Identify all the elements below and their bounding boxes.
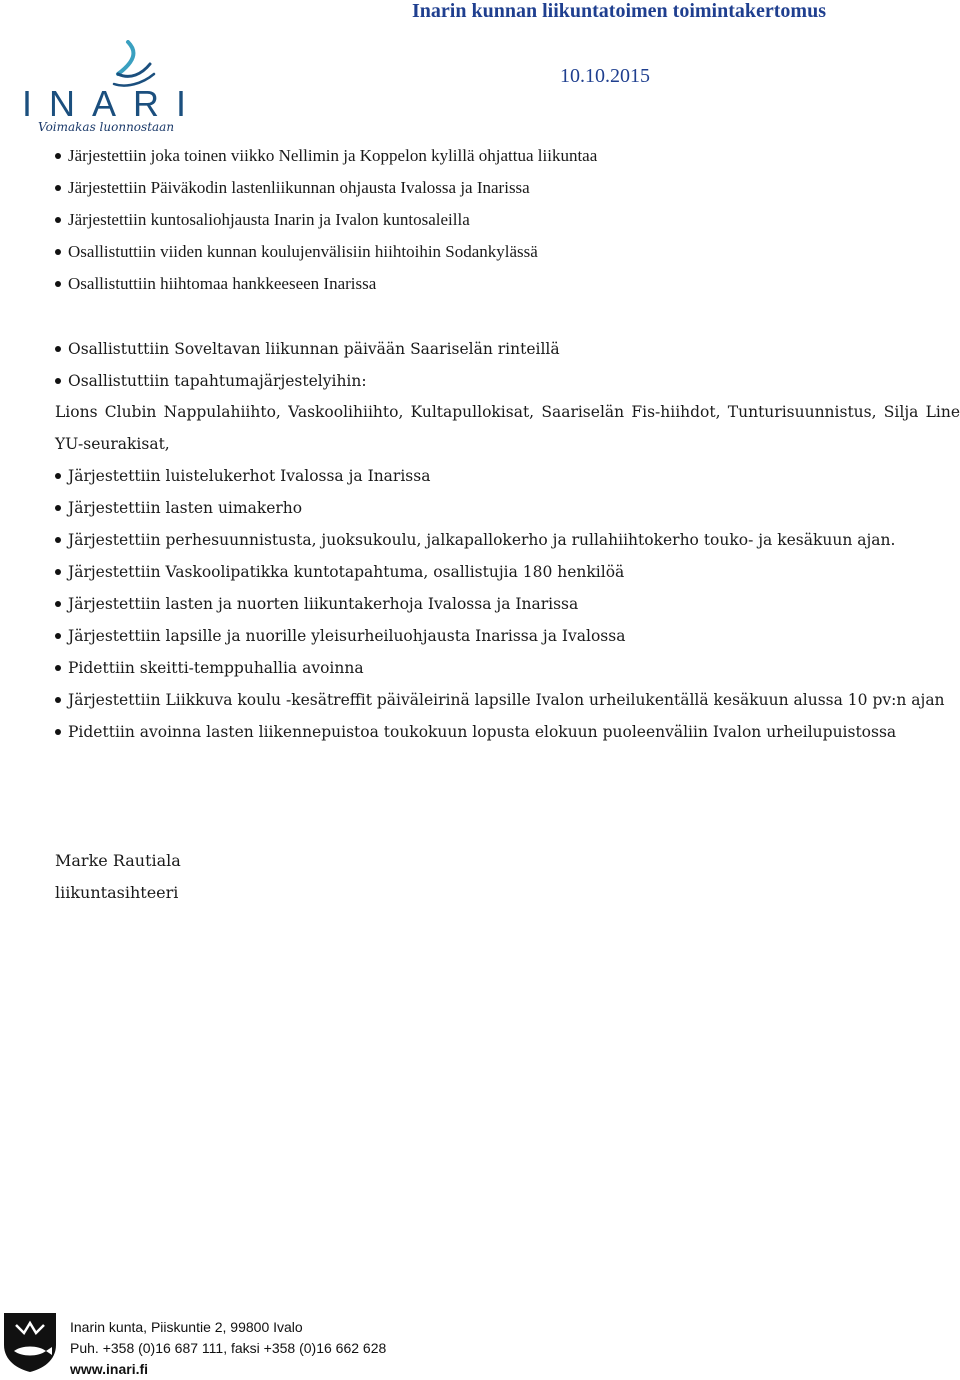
events-paragraph: Lions Clubin Nappulahiihto, Vaskoolihiihto, Kultapullokisat, Saariselän Fis-hiihdot, Tunturisuunnistus, Silja Line YU-seurakisat, (55, 403, 960, 453)
bullet-icon (55, 601, 61, 607)
list-item: Järjestettiin Päiväkodin lastenliikunnan ohjausta Ivalossa ja Inarissa (55, 172, 597, 204)
list-item: Osallistuttiin hiihtomaa hankkeeseen Inarissa (55, 268, 597, 300)
bullet-icon (55, 473, 61, 479)
list-item: Järjestettiin kuntosaliohjausta Inarin ja Ivalon kuntosaleilla (55, 204, 597, 236)
bullet-icon (55, 378, 61, 384)
bullet-icon (55, 281, 61, 287)
bullet-icon (55, 217, 61, 223)
bullet-icon (55, 665, 61, 671)
bullet-icon (55, 633, 61, 639)
list-item: Järjestettiin joka toinen viikko Nellimin ja Koppelon kylillä ohjattua liikuntaa (55, 140, 597, 172)
bullet-icon (55, 249, 61, 255)
logo-wordmark: INARI (22, 83, 204, 124)
bullet-icon (55, 346, 61, 352)
signer-role: liikuntasihteeri (55, 883, 179, 902)
inari-logo (22, 40, 204, 136)
logo-slogan: Voimakas luonnostaan (38, 120, 175, 134)
list-item: Pidettiin skeitti-temppuhallia avoinna (55, 652, 945, 684)
footer-address: Inarin kunta, Piiskuntie 2, 99800 Ivalo (70, 1319, 303, 1335)
municipal-crest-icon (2, 1311, 58, 1373)
bullet-icon (55, 697, 61, 703)
list-item: Osallistuttiin viiden kunnan koulujenvälisiin hiihtoihin Sodankylässä (55, 236, 597, 268)
activity-list-2 (55, 333, 560, 397)
footer-contact (70, 1317, 386, 1380)
activity-list-1 (55, 140, 597, 300)
bullet-icon (55, 505, 61, 511)
list-item: Järjestettiin Vaskoolipatikka kuntotapahtuma, osallistujia 180 henkilöä (55, 556, 945, 588)
list-item: Järjestettiin luistelukerhot Ivalossa ja Inarissa (55, 460, 945, 492)
bullet-icon (55, 729, 61, 735)
list-item: Järjestettiin lasten ja nuorten liikuntakerhoja Ivalossa ja Inarissa (55, 588, 945, 620)
signer-name: Marke Rautiala (55, 851, 181, 870)
bullet-icon (55, 569, 61, 575)
list-item: Järjestettiin Liikkuva koulu -kesätreffit päiväleirinä lapsille Ivalon urheilukentällä kesäkuun alussa 10 pv:n ajan (55, 684, 945, 716)
document-date: 10.10.2015 (560, 65, 650, 87)
footer-phone: Puh. +358 (0)16 687 111, faksi +358 (0)16 662 628 (70, 1340, 387, 1356)
bullet-icon (55, 185, 61, 191)
list-item: Osallistuttiin tapahtumajärjestelyihin: (55, 365, 560, 397)
footer-website-link[interactable]: www.inari.fi (70, 1361, 149, 1377)
signature-block (55, 845, 181, 909)
list-item: Järjestettiin perhesuunnistusta, juoksukoulu, jalkapallokerho ja rullahiihtokerho touko- ja kesäkuun ajan. (55, 524, 945, 556)
bullet-icon (55, 537, 61, 543)
activity-list-3 (55, 460, 945, 748)
list-item: Osallistuttiin Soveltavan liikunnan päivään Saariselän rinteillä (55, 333, 560, 365)
list-item: Järjestettiin lapsille ja nuorille yleisurheiluohjausta Inarissa ja Ivalossa (55, 620, 945, 652)
bullet-icon (55, 153, 61, 159)
list-item: Järjestettiin lasten uimakerho (55, 492, 945, 524)
list-item: Pidettiin avoinna lasten liikennepuistoa toukokuun lopusta elokuun puoleenväliin Ivalon urheilupuistossa (55, 716, 945, 748)
document-title: Inarin kunnan liikuntatoimen toimintakertomus (412, 0, 826, 22)
